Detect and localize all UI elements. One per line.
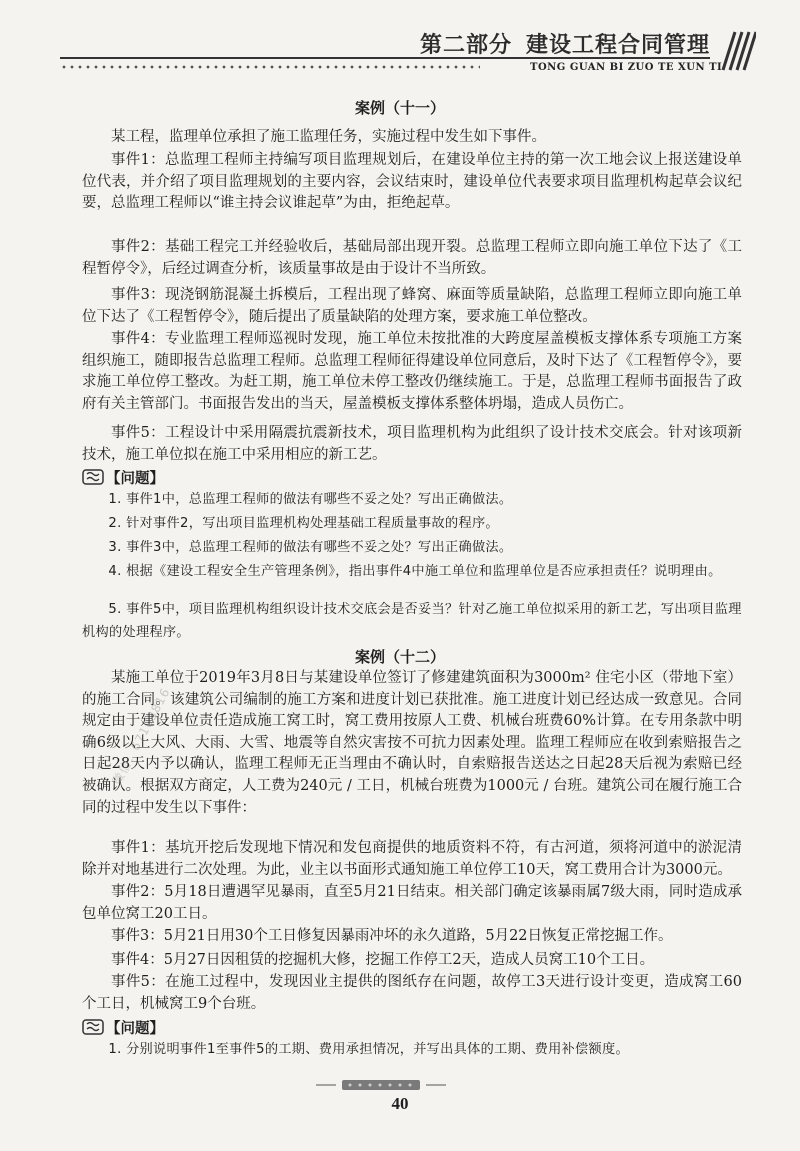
header-part: 第二部分 (420, 33, 513, 58)
case-11-event-4: 事件4：专业监理工程师巡视时发现，施工单位未按批准的大跨度屋盖模板支撑体系专项施工方案组织施工，随即报告总监理工程师。总监理工程师征得建设单位同意后，及时下达了《工程暂停令》，要求施工单位停工整改。为赶工期，施工单位未停工整改仍继续施工。于是，总监理工程师书面报告了政府有关主管部门。书面报告发出的当天，屋盖模板支撑体系整体坍塌，造成人员伤亡。 (82, 331, 742, 412)
page-number: 40 (391, 1094, 409, 1113)
case-11-question-1: 1. 事件1中，总监理工程师的做法有哪些不妥之处？写出正确做法。 (108, 492, 513, 507)
case-11-question-3: 3. 事件3中，总监理工程师的做法有哪些不妥之处？写出正确做法。 (108, 540, 513, 555)
running-header (420, 28, 720, 59)
header-rule (60, 57, 710, 59)
header-slash-ornament-icon (716, 30, 756, 72)
case-12-questions-heading (82, 1016, 164, 1038)
case-11-question-5: 5. 事件5中，项目监理机构组织设计技术交底会是否妥当？针对乙施工单位拟采用的新工艺，写出项目监理机构的处理程序。 (82, 602, 742, 640)
case-12-title: 案例（十二） (354, 648, 445, 666)
case-11-question-4: 4. 根据《建设工程安全生产管理条例》，指出事件4中施工单位和监理单位是否应承担责任？说明理由。 (108, 564, 722, 579)
case-11-questions-heading (82, 466, 164, 488)
questions-label: 【问题】 (106, 470, 164, 487)
watermark-text: 微信：67103816 (109, 685, 173, 788)
question-section-icon (82, 1018, 104, 1036)
case-11-title: 案例（十一） (354, 99, 445, 117)
header-dot-ornament (60, 64, 480, 70)
case-11-event-2: 事件2：基础工程完工并经验收后，基础局部出现开裂。总监理工程师立即向施工单位下达了《工程暂停令》，后经过调查分析，该质量事故是由于设计不当所致。 (82, 239, 742, 277)
case-12-question-1: 1. 分别说明事件1至事件5的工期、费用承担情况，并写出具体的工期、费用补偿额度。 (108, 1042, 629, 1057)
header-title: 建设工程合同管理 (526, 33, 711, 58)
case-11-event-3: 事件3：现浇钢筋混凝土拆模后，工程出现了蜂窝、麻面等质量缺陷，总监理工程师立即向施工单位下达了《工程暂停令》，随后提出了质量缺陷的处理方案，要求施工单位整改。 (82, 287, 742, 325)
case-11-event-5: 事件5：工程设计中采用隔震抗震新技术，项目监理机构为此组织了设计技术交底会。针对该项新技术，施工单位拟在施工中采用相应的新工艺。 (82, 425, 742, 463)
case-11-intro: 某工程，监理单位承担了施工监理任务，实施过程中发生如下事件。 (111, 129, 546, 145)
case-12-event-2: 事件2：5月18日遭遇罕见暴雨，直至5月21日结束。相关部门确定该暴雨属7级大雨，同时造成承包单位窝工20工日。 (82, 884, 742, 922)
case-12-event-5: 事件5：在施工过程中，发现因业主提供的图纸存在问题，故停工3天进行设计变更，造成窝工60个工日，机械窝工9个台班。 (82, 974, 742, 1012)
case-12-event-3: 事件3：5月21日用30个工日修复因暴雨冲坏的永久道路，5月22日恢复正常挖掘工作。 (111, 928, 673, 944)
footer-ornament-icon (316, 1078, 446, 1092)
case-12-event-1: 事件1：基坑开挖后发现地下情况和发包商提供的地质资料不符，有古河道，须将河道中的淤泥清除并对地基进行二次处理。为此，业主以书面形式通知施工单位停工10天，窝工费用合计为3000元。 (82, 840, 742, 878)
header-pinyin: TONG GUAN BI ZUO TE XUN TI (530, 62, 723, 73)
case-11-event-1: 事件1：总监理工程师主持编写项目监理规划后，在建设单位主持的第一次工地会议上报送建设单位代表，并介绍了项目监理规划的主要内容，会议结束时，建设单位代表要求项目监理机构起草会议纪要，总监理工程师以“谁主持会议谁起草”为由，拒绝起草。 (82, 152, 742, 212)
case-11-question-2: 2. 针对事件2，写出项目监理机构处理基础工程质量事故的程序。 (108, 516, 499, 531)
question-section-icon (82, 468, 104, 486)
case-12-event-4: 事件4：5月27日因租赁的挖掘机大修，挖掘工作停工2天，造成人员窝工10个工日。 (111, 952, 655, 968)
case-12-intro: 某施工单位于2019年3月8日与某建设单位签订了修建建筑面积为3000m² 住宅小区（带地下室）的施工合同。该建筑公司编制的施工方案和进度计划已获批准。施工进度计划已经达成一致意见。合同规定由于建设单位责任造成施工窝工时，窝工费用按原人工费、机械台班费60%计算。在专用条款中明确6级以上大风、大雨、大雪、地震等自然灾害按不可抗力因素处理。监理工程师应在收到索赔报告之日起28天内予以确认，监理工程师无正当理由不确认时，自索赔报告送达之日起28天后视为索赔已经被确认。根据双方商定，人工费为240元 / 工日，机械台班费为1000元 / 台班。建筑公司在履行施工合同的过程中发生以下事件： (82, 670, 742, 816)
questions-label: 【问题】 (106, 1020, 164, 1037)
